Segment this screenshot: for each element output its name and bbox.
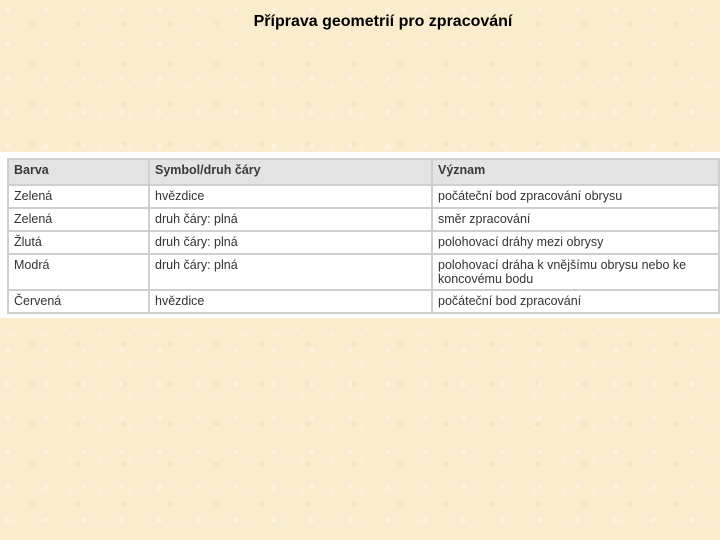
column-header-symbol: Symbol/druh čáry <box>149 159 432 185</box>
cell-color: Zelená <box>8 185 149 208</box>
table-row <box>8 231 719 254</box>
cell-meaning: počáteční bod zpracování obrysu <box>432 185 719 208</box>
cell-symbol: hvězdice <box>149 290 432 313</box>
cell-color: Modrá <box>8 254 149 290</box>
table-row <box>8 208 719 231</box>
cell-symbol: hvězdice <box>149 185 432 208</box>
cell-symbol: druh čáry: plná <box>149 231 432 254</box>
cell-meaning: směr zpracování <box>432 208 719 231</box>
table-row <box>8 290 719 313</box>
color-legend-table <box>7 158 720 314</box>
table-panel <box>0 152 720 318</box>
table-row <box>8 254 719 290</box>
cell-meaning: počáteční bod zpracování <box>432 290 719 313</box>
cell-color: Červená <box>8 290 149 313</box>
column-header-meaning: Význam <box>432 159 719 185</box>
column-header-color: Barva <box>8 159 149 185</box>
cell-symbol: druh čáry: plná <box>149 208 432 231</box>
cell-color: Žlutá <box>8 231 149 254</box>
cell-meaning: polohovací dráha k vnějšímu obrysu nebo ke koncovému bodu <box>432 254 719 290</box>
table-row <box>8 185 719 208</box>
table-header-row <box>8 159 719 185</box>
cell-symbol: druh čáry: plná <box>149 254 432 290</box>
cell-color: Zelená <box>8 208 149 231</box>
page-title: Příprava geometrií pro zpracování <box>253 13 513 30</box>
cell-meaning: polohovací dráhy mezi obrysy <box>432 231 719 254</box>
